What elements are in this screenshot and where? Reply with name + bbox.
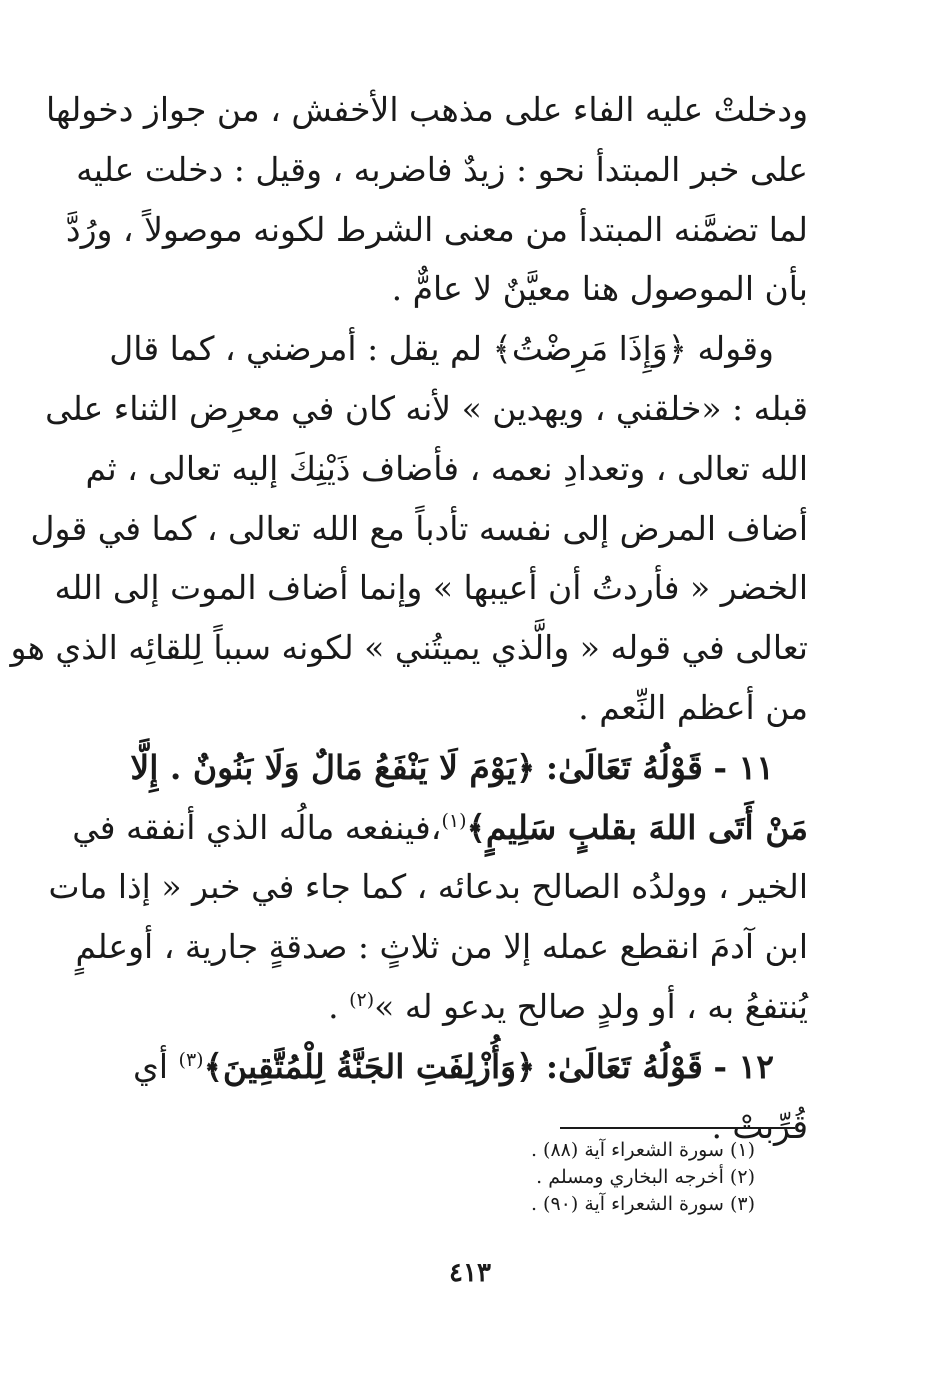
text-line: أضاف المرض إلى نفسه تأدباً مع الله تعالى ، كما في قول [30, 508, 808, 548]
text-run: أي [133, 1046, 179, 1086]
text-line: الله تعالى ، وتعدادِ نعمه ، فأضاف ذَيْنِكَ إليه تعالى ، ثم [85, 448, 808, 488]
text-line: الخضر « فأردتُ أن أعيبها » وإنما أضاف الموت إلى الله [54, 568, 808, 608]
text-line: من أعظم النِّعم . [578, 687, 808, 727]
section-number: ١٢ - [713, 1046, 774, 1086]
quran-verse: مَنْ أَتَى اللهَ بقلبٍ سَلِيمٍ﴾ [466, 807, 808, 847]
paragraph-1 [45, 80, 808, 319]
text-line: وقوله ﴿وَإِذَا مَرِضْتُ﴾ لم يقل : أمرضني ، كما قال [109, 329, 774, 369]
text-run: يُنتفعُ به ، أو ولدٍ صالح يدعو له » [374, 986, 808, 1026]
text-line: ودخلتْ عليه الفاء على مذهب الأخفش ، من جواز دخولها [45, 90, 808, 129]
section-number: ١١ - [713, 747, 774, 787]
text-line: تعالى في قوله « والَّذي يميتُني » لكونه سبباً لِلقائِه الذي هو [10, 628, 808, 668]
section-11 [48, 738, 808, 1037]
text-line: بأن الموصول هنا معيَّنٌ لا عامٌّ . [391, 269, 808, 309]
paragraph-2 [10, 319, 808, 738]
section-heading: قَوْلُهُ تَعَالَىٰ: [545, 1046, 703, 1086]
section-11-line-1 [130, 738, 808, 798]
footnote-3: (٣) سورة الشعراء آية (٩٠) . [530, 1193, 755, 1215]
page-body [10, 80, 808, 1156]
footnote-2: (٢) أخرجه البخاري ومسلم . [536, 1166, 755, 1188]
text-line: ابن آدمَ انقطع عمله إلا من ثلاثٍ : صدقةٍ جارية ، أوعلمٍ [75, 927, 808, 967]
text-line: الخير ، وولدُه الصالح بدعائه ، كما جاء في خبر « إذا مات [48, 867, 808, 907]
text-line: قبله : «خلقني ، ويهدين » لأنه كان في معرِض الثناء على [45, 388, 808, 428]
section-11-line-5 [140, 977, 808, 1037]
footnote-separator [560, 1127, 795, 1129]
footnote-marker: (٣) [178, 1048, 204, 1071]
footnote-marker: (١) [441, 809, 467, 832]
text-line: قُرِّبتْ . [711, 1106, 808, 1146]
quran-verse: ﴿وَأُزْلِفَتِ الجَنَّةُ لِلْمُتَّقِينَ﴾ [203, 1046, 536, 1086]
section-12-line-1 [133, 1037, 808, 1097]
footnotes [300, 1137, 755, 1218]
text-line: على خبر المبتدأ نحو : زيدٌ فاضربه ، وقيل : دخلت عليه [76, 149, 808, 189]
section-heading: قَوْلُهُ تَعَالَىٰ: [545, 747, 703, 787]
page-number: ٤١٣ [449, 1258, 491, 1288]
text-run: . [328, 986, 350, 1026]
text-line: لما تضمَّنه المبتدأ من معنى الشرط لكونه موصولاً ، ورُدَّ [65, 209, 808, 249]
footnote-1: (١) سورة الشعراء آية (٨٨) . [530, 1139, 755, 1161]
footnote-marker: (٢) [349, 988, 375, 1011]
quran-verse: ﴿يَوْمَ لَا يَنْفَعُ مَالٌ وَلَا بَنُونٌ . إِلَّا [130, 747, 536, 787]
section-11-line-2 [72, 798, 808, 858]
text-run: ،فينفعه مالُه الذي أنفقه في [72, 807, 442, 847]
